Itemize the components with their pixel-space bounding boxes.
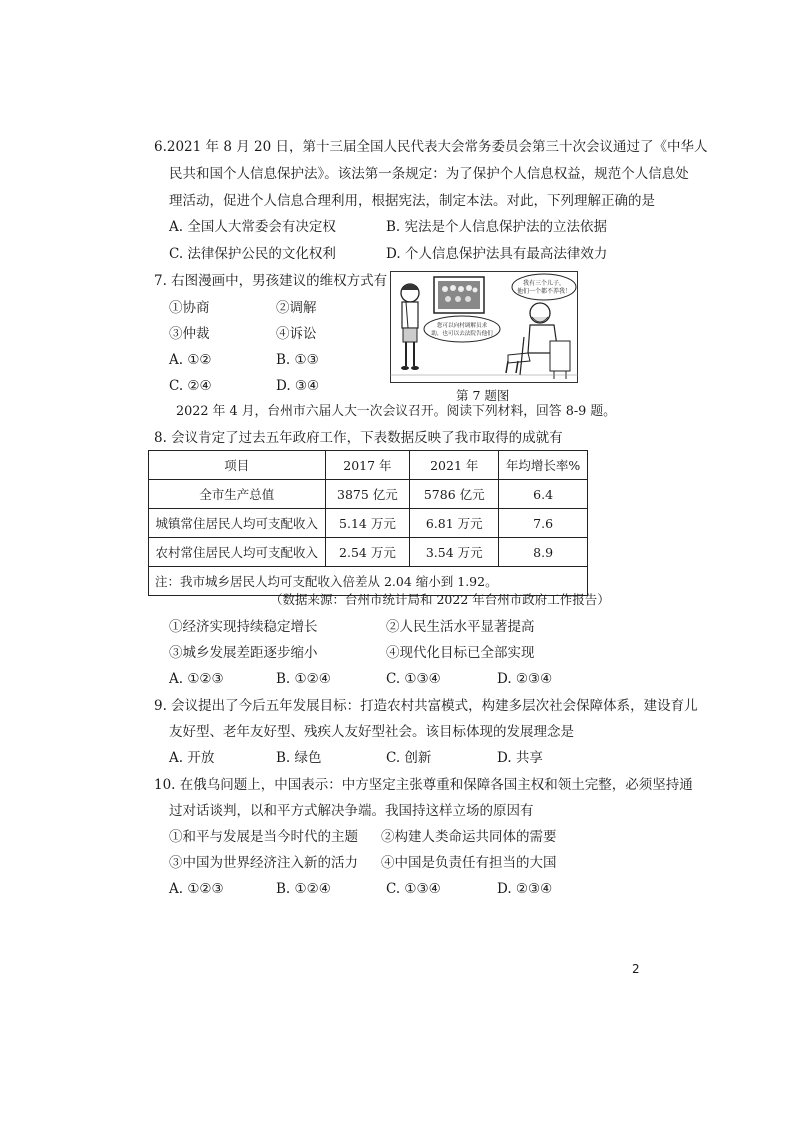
table-header-cell: 2021 年 (410, 451, 499, 480)
q7-cartoon-illustration (390, 271, 578, 383)
q7-cartoon-caption: 第 7 题图 (456, 388, 510, 403)
q7-option-d: D. ③④ (276, 378, 320, 394)
q10-item-3: ③中国为世界经济注入新的活力 (169, 855, 358, 871)
table-header-row (149, 451, 588, 480)
q10-option-c: C. ①③④ (386, 881, 441, 897)
cartoon-svg (390, 271, 578, 383)
q6-option-b: B. 宪法是个人信息保护法的立法依据 (386, 219, 608, 235)
q9-stem-line-2: 友好型、老年友好型、残疾人友好型社会。该目标体现的发展理念是 (169, 724, 574, 740)
table-cell: 3.54 万元 (410, 538, 499, 567)
table-cell: 8.9 (499, 538, 588, 567)
section-intro: 2022 年 4 月，台州市六届人大一次会议召开。阅读下列材料，回答 8-9 题。 (176, 404, 616, 419)
boy-bubble-line-2: 助，也可以去法院告他们 (431, 331, 493, 337)
q9-option-d: D. 共享 (497, 750, 543, 766)
q9-option-b: B. 绿色 (276, 750, 322, 766)
q10-stem-line-2: 过对话谈判，以和平方式解决争端。我国持这样立场的原因有 (169, 803, 534, 819)
q8-stem: 8. 会议肯定了过去五年政府工作，下表数据反映了我市取得的成就有 (154, 430, 563, 446)
table-cell: 6.4 (499, 480, 588, 509)
q8-option-a: A. ①②③ (169, 671, 224, 687)
q10-item-4: ④中国是负责任有担当的大国 (381, 855, 557, 871)
table-row (149, 480, 588, 509)
table-note: 注：我市城乡居民人均可支配收入倍差从 2.04 缩小到 1.92。 (149, 567, 588, 596)
q10-option-a: A. ①②③ (169, 881, 224, 897)
q8-data-source: （数据来源：台州市统计局和 2022 年台州市政府工作报告） (270, 592, 610, 607)
q7-item-3: ③仲裁 (169, 326, 210, 342)
q10-stem-line-1: 10. 在俄乌问题上，中国表示：中方坚定主张尊重和保障各国主权和领土完整，必须坚持通 (154, 777, 693, 793)
q6-option-c: C. 法律保护公民的文化权利 (169, 246, 336, 262)
q9-option-a: A. 开放 (169, 750, 215, 766)
boy-bubble-line-1: 您可以向村调解员求 (436, 323, 488, 329)
table-cell: 6.81 万元 (410, 509, 499, 538)
q7-option-c: C. ②④ (169, 378, 212, 394)
family-photo-frame (434, 277, 484, 313)
table-cell: 农村常住居民人均可支配收入 (149, 538, 326, 567)
q7-option-b: B. ①③ (276, 352, 319, 368)
q7-option-a: A. ①② (169, 352, 212, 368)
q7-item-1: ①协商 (169, 300, 210, 316)
table-cell: 3875 亿元 (325, 480, 410, 509)
q8-option-d: D. ②③④ (497, 671, 553, 687)
table-cell: 7.6 (499, 509, 588, 538)
table-cell: 城镇常住居民人均可支配收入 (149, 509, 326, 538)
q8-option-c: C. ①③④ (386, 671, 441, 687)
q9-option-c: C. 创新 (386, 750, 432, 766)
q8-item-3: ③城乡发展差距逐步缩小 (169, 645, 318, 661)
table-header-cell: 2017 年 (325, 451, 410, 480)
q6-option-d: D. 个人信息保护法具有最高法律效力 (386, 246, 608, 262)
table-row (149, 509, 588, 538)
table-header-cell: 年均增长率% (499, 451, 588, 480)
q9-stem-line-1: 9. 会议提出了今后五年发展目标：打造农村共富模式，构建多层次社会保障体系，建设育儿 (154, 698, 698, 714)
q7-stem: 7. 右图漫画中，男孩建议的维权方式有 (154, 273, 388, 289)
q7-item-2: ②调解 (276, 300, 317, 316)
q6-option-a: A. 全国人大常委会有决定权 (169, 219, 336, 235)
q8-item-2: ②人民生活水平显著提高 (386, 619, 535, 635)
page-number: 2 (632, 962, 640, 976)
q6-stem-line-3: 理活动，促进个人信息合理利用，根据宪法，制定本法。对此，下列理解正确的是 (169, 193, 655, 209)
q8-option-b: B. ①②④ (276, 671, 331, 687)
q7-item-4: ④诉讼 (276, 326, 317, 342)
q6-stem-line-2: 民共和国个人信息保护法》。该法第一条规定：为了保护个人信息权益，规范个人信息处 (169, 166, 689, 182)
q10-option-d: D. ②③④ (497, 881, 553, 897)
elder-bubble-line-2: 他们一个都不养我！ (516, 288, 572, 295)
boy-speech-bubble (424, 316, 500, 342)
table-cell: 全市生产总值 (149, 480, 326, 509)
q8-item-4: ④现代化目标已全部实现 (386, 645, 535, 661)
q10-item-2: ②构建人类命运共同体的需要 (381, 829, 557, 845)
table-cell: 2.54 万元 (325, 538, 410, 567)
q10-option-b: B. ①②④ (276, 881, 331, 897)
elder-speech-bubble (512, 274, 576, 300)
table-row (149, 538, 588, 567)
table-header-cell: 项目 (149, 451, 326, 480)
table-cell: 5786 亿元 (410, 480, 499, 509)
q8-data-table (148, 450, 588, 596)
table-cell: 5.14 万元 (325, 509, 410, 538)
q10-item-1: ①和平与发展是当今时代的主题 (169, 829, 358, 845)
q8-item-1: ①经济实现持续稳定增长 (169, 619, 318, 635)
elder-bubble-line-1: 我有三个儿子， (522, 280, 566, 287)
q6-stem-line-1: 6.2021 年 8 月 20 日，第十三届全国人民代表大会常务委员会第三十次会议通过了《中华人 (154, 139, 708, 155)
